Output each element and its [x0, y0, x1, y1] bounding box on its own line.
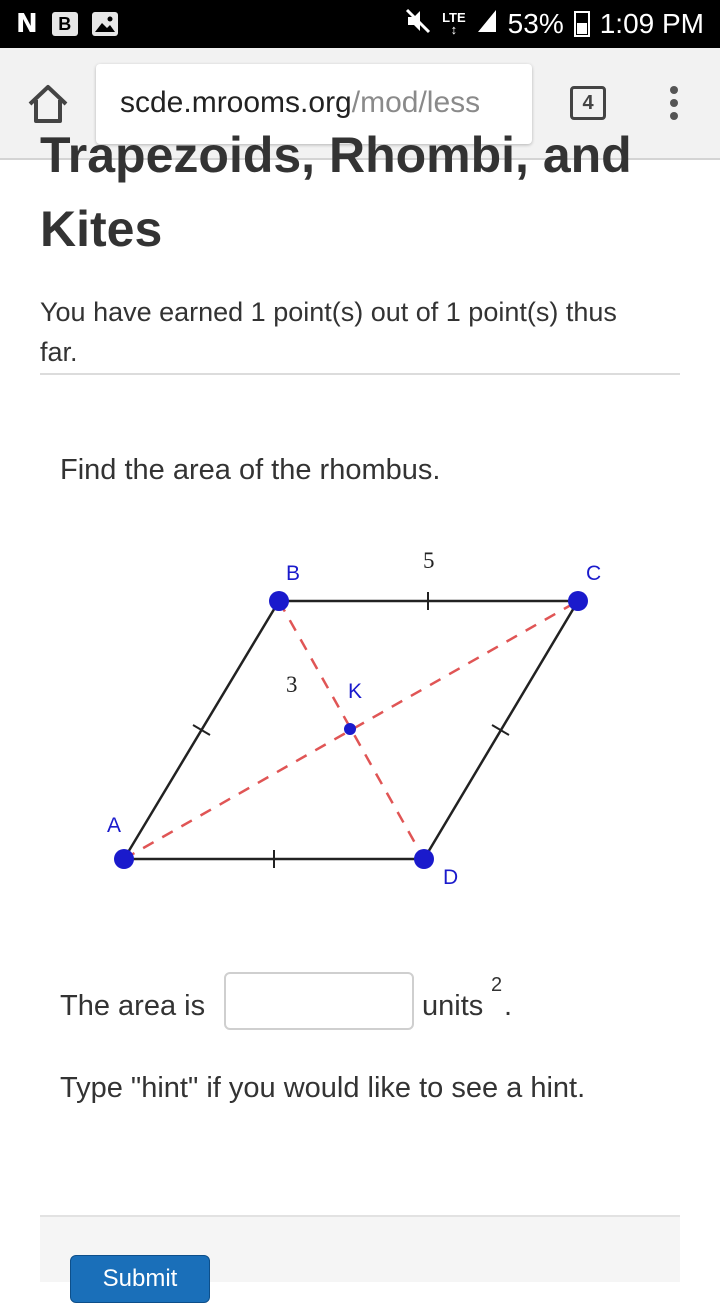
page-title-line1: Trapezoids, Rhombi, and	[40, 127, 632, 183]
tab-switcher-button[interactable]	[570, 86, 606, 120]
page-title-line1-clipped	[40, 127, 680, 183]
signal-icon	[476, 8, 498, 41]
status-bar	[0, 0, 720, 48]
vertex-b	[269, 591, 289, 611]
answer-units-exponent: 2	[491, 974, 503, 996]
clock: 1:09 PM	[599, 8, 704, 39]
tick-cd	[492, 725, 509, 735]
image-notification-icon	[92, 12, 118, 36]
point-k	[344, 723, 356, 735]
rhombus-diagram	[0, 520, 720, 920]
label-k: K	[348, 680, 363, 703]
submit-button[interactable]: Submit	[70, 1255, 210, 1303]
area-answer-input[interactable]	[224, 972, 414, 1030]
submit-area	[40, 1215, 680, 1292]
home-icon	[26, 82, 70, 126]
home-button[interactable]	[26, 82, 70, 126]
answer-units: units	[422, 990, 484, 1022]
url-text	[120, 86, 480, 120]
url-domain: scde.mrooms.org	[120, 86, 352, 119]
points-earned-text: You have earned 1 point(s) out of 1 point(s) thus far.	[40, 297, 617, 367]
status-bar-right	[404, 8, 704, 40]
b-app-icon: B	[52, 12, 78, 36]
tab-count: 4	[582, 91, 594, 114]
battery-percent: 53%	[507, 8, 564, 39]
answer-suffix: .	[504, 990, 513, 1022]
vertex-c	[568, 591, 588, 611]
divider	[40, 373, 680, 375]
label-half-diagonal: 3	[286, 672, 298, 697]
vertex-a	[114, 849, 134, 869]
page-title-line2: Kites	[40, 201, 163, 257]
label-d: D	[443, 866, 459, 889]
tick-ab	[193, 725, 210, 735]
label-side-length: 5	[423, 548, 435, 573]
overflow-menu-icon[interactable]	[664, 86, 684, 122]
question-text: Find the area of the rhombus.	[60, 454, 441, 486]
label-a: A	[107, 814, 122, 837]
answer-prefix: The area is	[60, 990, 206, 1022]
url-path: /mod/less	[351, 86, 481, 119]
battery-icon	[574, 11, 590, 37]
status-bar-left	[16, 8, 118, 40]
mute-icon	[404, 7, 432, 42]
label-c: C	[586, 562, 602, 585]
label-b: B	[286, 562, 301, 585]
hint-instruction: Type "hint" if you would like to see a hint.	[60, 1072, 586, 1104]
lte-icon: LTE ↕	[442, 10, 466, 37]
rhombus-figure	[0, 520, 720, 920]
answer-row	[60, 972, 680, 1032]
n-notification-icon: N	[16, 9, 38, 39]
vertex-d	[414, 849, 434, 869]
